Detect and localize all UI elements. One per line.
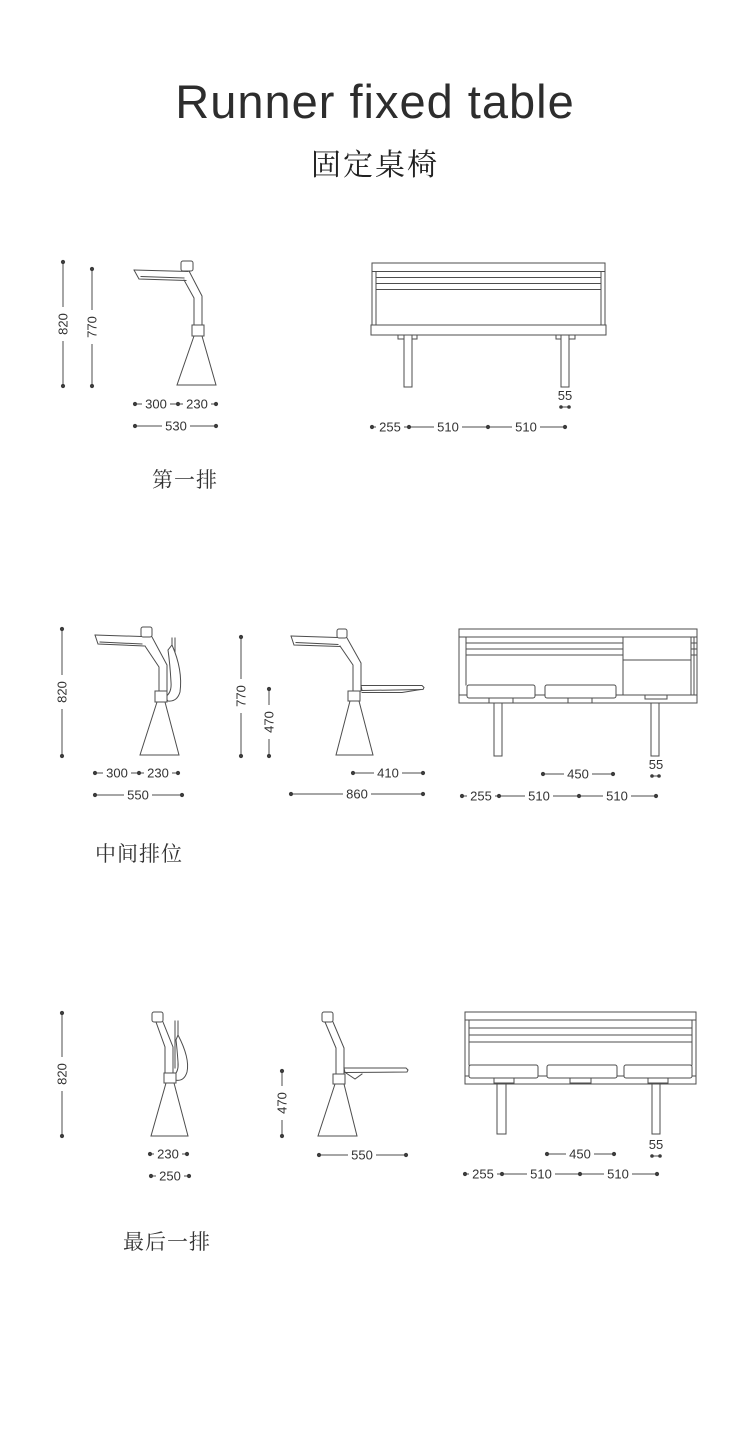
dim-value: 820 xyxy=(55,313,71,335)
seat-bracket-left xyxy=(489,698,513,703)
support-arm-inner xyxy=(340,646,353,691)
dim-value: 470 xyxy=(274,1092,290,1114)
seat-bracket-mid xyxy=(568,698,592,703)
dim-value: 510 xyxy=(528,788,550,804)
support-collar xyxy=(192,325,204,336)
dim-row1-total-depth xyxy=(133,419,218,434)
table-body xyxy=(372,263,605,325)
dim-value: 530 xyxy=(165,418,187,434)
dim-row1-leg-width xyxy=(558,388,572,409)
dim-value: 820 xyxy=(54,1063,70,1085)
seat-pad-2 xyxy=(545,685,616,698)
back-inner xyxy=(325,1022,336,1074)
leg-left xyxy=(494,703,502,756)
cone-base xyxy=(151,1083,188,1136)
leg-right xyxy=(561,335,569,387)
desk-top-outline xyxy=(95,635,141,637)
dim-value: 860 xyxy=(346,786,368,802)
dim-value: 55 xyxy=(648,1137,664,1152)
dim-value: 230 xyxy=(186,396,208,412)
row3-side-open-view xyxy=(275,1012,409,1163)
dim-row3-open-total-depth xyxy=(317,1148,408,1163)
dim-row2-total-height xyxy=(55,627,70,758)
dim-row2-open-seat-depth xyxy=(351,766,425,781)
dim-row3-total-height xyxy=(55,1011,70,1138)
bottom-rail xyxy=(371,325,606,335)
leg-left xyxy=(497,1084,506,1134)
seat-pad-1 xyxy=(469,1065,538,1078)
back-outer xyxy=(333,1022,344,1074)
dim-value: 300 xyxy=(106,765,128,781)
dim-value: 450 xyxy=(569,1146,591,1162)
support-collar xyxy=(164,1073,176,1083)
support-arm-outer xyxy=(347,638,361,691)
desk-top-outline xyxy=(291,636,337,638)
seat-bracket-left xyxy=(494,1078,514,1083)
dim-row2-seat-width xyxy=(541,767,615,782)
desk-inner-line xyxy=(296,643,338,645)
support-collar xyxy=(155,691,167,702)
folded-table-box xyxy=(623,637,691,695)
dim-value: 770 xyxy=(233,685,249,707)
support-arm-inner xyxy=(184,280,194,325)
dim-value: 510 xyxy=(515,419,537,435)
support-arm-inner xyxy=(145,646,159,692)
open-seat-blade xyxy=(361,686,424,691)
leg-left xyxy=(404,335,412,387)
support-arm-outer xyxy=(189,271,202,325)
dim-row2-seat-height xyxy=(262,687,277,758)
support-collar xyxy=(333,1074,345,1084)
dim-value: 250 xyxy=(159,1168,181,1184)
dim-row1-front-spans xyxy=(370,420,567,435)
page-title: Runner fixed table xyxy=(175,75,575,128)
seat-bracket-mid xyxy=(570,1078,591,1083)
desk-inner-line xyxy=(141,277,184,279)
open-seat-blade xyxy=(344,1068,408,1073)
dim-value: 510 xyxy=(606,788,628,804)
seat-bracket-right xyxy=(648,1078,668,1083)
dim-value: 510 xyxy=(607,1166,629,1182)
section-label-row2: 中间排位 xyxy=(95,843,183,866)
dim-value: 300 xyxy=(145,396,167,412)
row1-front-view xyxy=(370,263,606,435)
cone-base xyxy=(318,1084,357,1136)
dim-row1-total-height xyxy=(56,260,71,388)
leg-right xyxy=(651,703,659,756)
row3-side-closed-view xyxy=(55,1011,192,1184)
dim-row2-closed-depth xyxy=(93,788,184,803)
dim-row2-front-spans xyxy=(460,789,658,804)
dim-value: 55 xyxy=(557,388,573,403)
row2-side-closed-view xyxy=(55,627,185,803)
back-cap xyxy=(152,1012,163,1022)
dim-row3-seat-width xyxy=(545,1147,616,1162)
row2-side-open-view xyxy=(234,629,426,802)
seat-pad-1 xyxy=(467,685,535,698)
dim-row1-desk-height xyxy=(85,267,100,388)
row3-front-view xyxy=(463,1012,696,1182)
cone-base xyxy=(177,336,216,385)
dim-value: 550 xyxy=(127,787,149,803)
dim-row2-desk-height xyxy=(234,635,249,758)
dim-value: 230 xyxy=(157,1146,179,1162)
dim-row3-seat-height xyxy=(275,1069,290,1138)
dim-value: 450 xyxy=(567,766,589,782)
dim-row3-front-spans xyxy=(463,1167,659,1182)
dim-value: 510 xyxy=(437,419,459,435)
row2-front-view xyxy=(459,629,697,804)
dim-value: 230 xyxy=(147,765,169,781)
dim-value: 55 xyxy=(648,757,664,772)
back-inner xyxy=(156,1022,165,1073)
leg-right xyxy=(652,1084,660,1134)
dim-row1-desk-seat-depth xyxy=(133,397,218,412)
seat-pad-2 xyxy=(547,1065,617,1078)
dim-value: 770 xyxy=(84,316,100,338)
section-label-row1: 第一排 xyxy=(152,469,218,492)
dim-row3-base-depth xyxy=(149,1169,191,1184)
page-subtitle: 固定桌椅 xyxy=(311,149,439,182)
dim-value: 255 xyxy=(472,1166,494,1182)
seat-bracket xyxy=(346,1073,362,1079)
dim-row2-leg-width xyxy=(649,757,663,778)
dim-value: 255 xyxy=(379,419,401,435)
dim-value: 410 xyxy=(377,765,399,781)
dim-row2-open-total-depth xyxy=(289,787,425,802)
desk-cap xyxy=(337,629,347,638)
row1-side-view xyxy=(56,260,219,434)
seat-pad-3 xyxy=(624,1065,692,1078)
dim-value: 255 xyxy=(470,788,492,804)
dim-row2-desk-seat-depth xyxy=(93,766,180,781)
seat-bracket-right xyxy=(645,695,667,699)
back-cap xyxy=(322,1012,333,1022)
support-collar xyxy=(348,691,360,701)
desk-inner-line xyxy=(100,642,142,644)
desk-top-outline xyxy=(134,270,188,272)
dim-value: 820 xyxy=(54,681,70,703)
dim-value: 550 xyxy=(351,1147,373,1163)
desk-cap xyxy=(181,261,193,271)
cone-base xyxy=(336,701,373,755)
dim-value: 510 xyxy=(530,1166,552,1182)
desk-cap xyxy=(141,627,152,637)
cone-base xyxy=(140,702,179,755)
dim-value: 470 xyxy=(261,711,277,733)
dim-row3-seat-depth xyxy=(148,1147,189,1162)
dim-row3-leg-width xyxy=(649,1137,663,1158)
section-label-row3: 最后一排 xyxy=(123,1231,211,1254)
